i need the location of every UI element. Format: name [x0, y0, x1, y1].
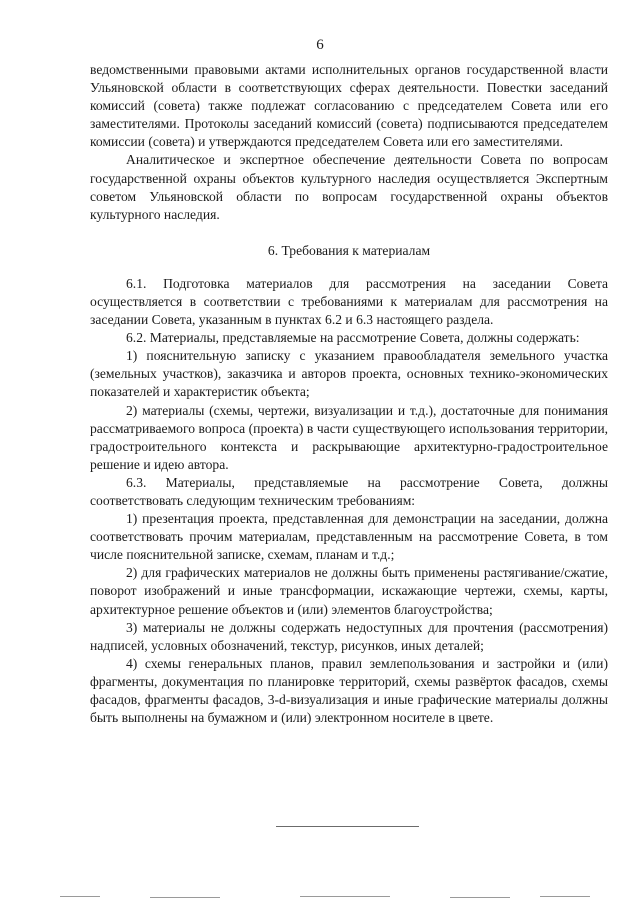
- paragraph-6-1: 6.1. Подготовка материалов для рассмотрения на заседании Совета осуществляется в соответствии с требованиями к материалам для рассмотрения на заседании Совета, указанным в пунктах 6.2 и 6.3 настоящего раздела.: [90, 275, 608, 328]
- scan-artifact: [60, 896, 100, 897]
- paragraph-continuation: ведомственными правовыми актами исполнительных органов государственной власти Ульяновской области в соответствующих сферах деятельности. Повестки заседаний комиссий (совета) также подлежат согласованию с председателем Совета или его заместителями. Протоколы заседаний комиссий (совета) подписываются председателем комиссии (совета) и утверждаются председателем Совета или его заместителями.: [90, 62, 608, 150]
- paragraph-6-3: 6.3. Материалы, представляемые на рассмотрение Совета, должны соответствовать следующим техническим требованиям:: [90, 474, 608, 508]
- end-of-text-rule: [276, 826, 419, 827]
- scan-artifact: [450, 897, 510, 898]
- page-number: 6: [316, 37, 324, 53]
- list-item-6-3-3: 3) материалы не должны содержать недоступных для прочтения (рассмотрения) надписей, условных обозначений, текстур, рисунков, иных деталей;: [90, 619, 608, 653]
- list-item-6-2-2: 2) материалы (схемы, чертежи, визуализации и т.д.), достаточные для понимания рассматриваемого вопроса (проекта) в части существующего использования территории, градостроительного контекста и раскрывающие архитектурно-градостроительное решение и идею автора.: [90, 402, 608, 472]
- section-heading: 6. Требования к материалам: [267, 242, 431, 258]
- page-body: [90, 61, 608, 727]
- list-item-6-3-4: 4) схемы генеральных планов, правил землепользования и застройки и (или) фрагменты, документация по планировке территорий, схемы развёрток фасадов, схемы фасадов, фрагменты фасадов, 3-d-визуализация и иные графические материалы должны быть выполнены на бумажном и (или) электронном носителе в цвете.: [90, 655, 608, 726]
- list-item-6-3-2: 2) для графических материалов не должны быть применены растягивание/сжатие, поворот изображений и иные трансформации, искажающие чертежи, схемы, карты, архитектурное решение объектов и (или) элементов благоустройства;: [90, 565, 608, 617]
- paragraph-6-2: 6.2. Материалы, представляемые на рассмотрение Совета, должны содержать:: [126, 330, 580, 346]
- scan-artifact: [540, 896, 590, 897]
- scan-artifact: [150, 897, 220, 898]
- list-item-6-3-1: 1) презентация проекта, представленная для демонстрации на заседании, должна соответствовать прочим материалам, представленным на рассмотрение Совета, в том числе пояснительной записке, схемам, планам и т.д.;: [90, 511, 608, 563]
- scan-artifact: [300, 896, 390, 897]
- list-item-6-2-1: 1) пояснительную записку с указанием правообладателя земельного участка (земельных участков), заказчика и авторов проекта, основных технико-экономических показателей и характеристик объекта;: [90, 348, 608, 400]
- paragraph-analytical-support: Аналитическое и экспертное обеспечение деятельности Совета по вопросам государственной охраны объектов культурного наследия осуществляется Экспертным советом Ульяновской области по вопросам государственной охраны объектов культурного наследия.: [90, 152, 608, 222]
